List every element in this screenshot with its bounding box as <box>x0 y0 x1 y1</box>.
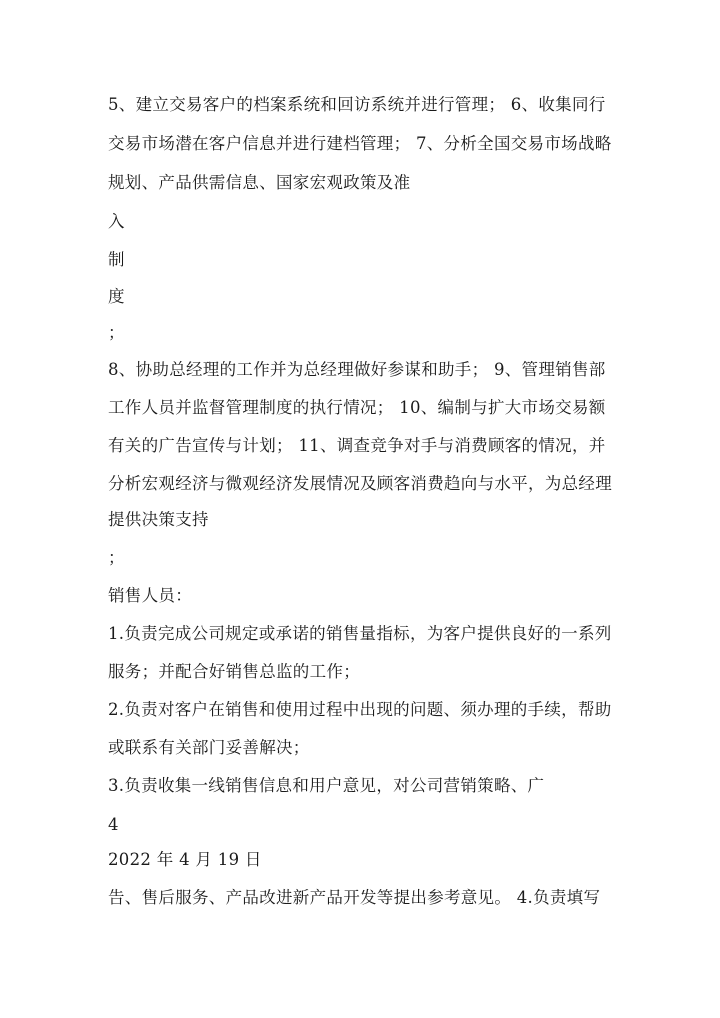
text-line: 3.负责收集一线销售信息和用户意见，对公司营销策略、广 <box>108 776 545 795</box>
text-line: 规划、产品供需信息、国家宏观政策及准 <box>108 173 411 192</box>
text-line: 分析宏观经济与微观经济发展情况及顾客消费趋向与水平，为总经理 <box>108 474 612 493</box>
section-heading: 销售人员： <box>108 586 192 605</box>
text-line: ； <box>108 548 125 567</box>
text-line: 度 <box>108 287 125 306</box>
text-line: 告、售后服务、产品改进新产品开发等提出参考意见。 4.负责填写 <box>108 888 601 907</box>
text-line: 1.负责完成公司规定或承诺的销售量指标，为客户提供良好的一系列 <box>108 624 612 643</box>
text-line: 提供决策支持 <box>108 510 209 529</box>
text-line: 服务；并配合好销售总监的工作； <box>108 662 360 681</box>
text-line: 2.负责对客户在销售和使用过程中出现的问题、须办理的手续，帮助 <box>108 700 612 719</box>
date-stamp: 2022 年 4 月 19 日 <box>108 850 262 869</box>
text-line: 交易市场潜在客户信息并进行建档管理； 7、分析全国交易市场战略 <box>108 134 612 153</box>
text-line: 有关的广告宣传与计划； 11、调查竞争对手与消费顾客的情况，并 <box>108 436 606 455</box>
text-line: 入 <box>108 212 125 231</box>
page-number: 4 <box>108 815 119 834</box>
text-line: 制 <box>108 250 125 269</box>
text-line: 或联系有关部门妥善解决； <box>108 738 310 757</box>
text-line: 8、协助总经理的工作并为总经理做好参谋和助手； 9、管理销售部 <box>108 360 606 379</box>
text-line: 5、建立交易客户的档案系统和回访系统并进行管理； 6、收集同行 <box>108 95 606 114</box>
text-line: 工作人员并监督管理制度的执行情况； 10、编制与扩大市场交易额 <box>108 398 606 417</box>
text-line: ； <box>108 323 125 342</box>
